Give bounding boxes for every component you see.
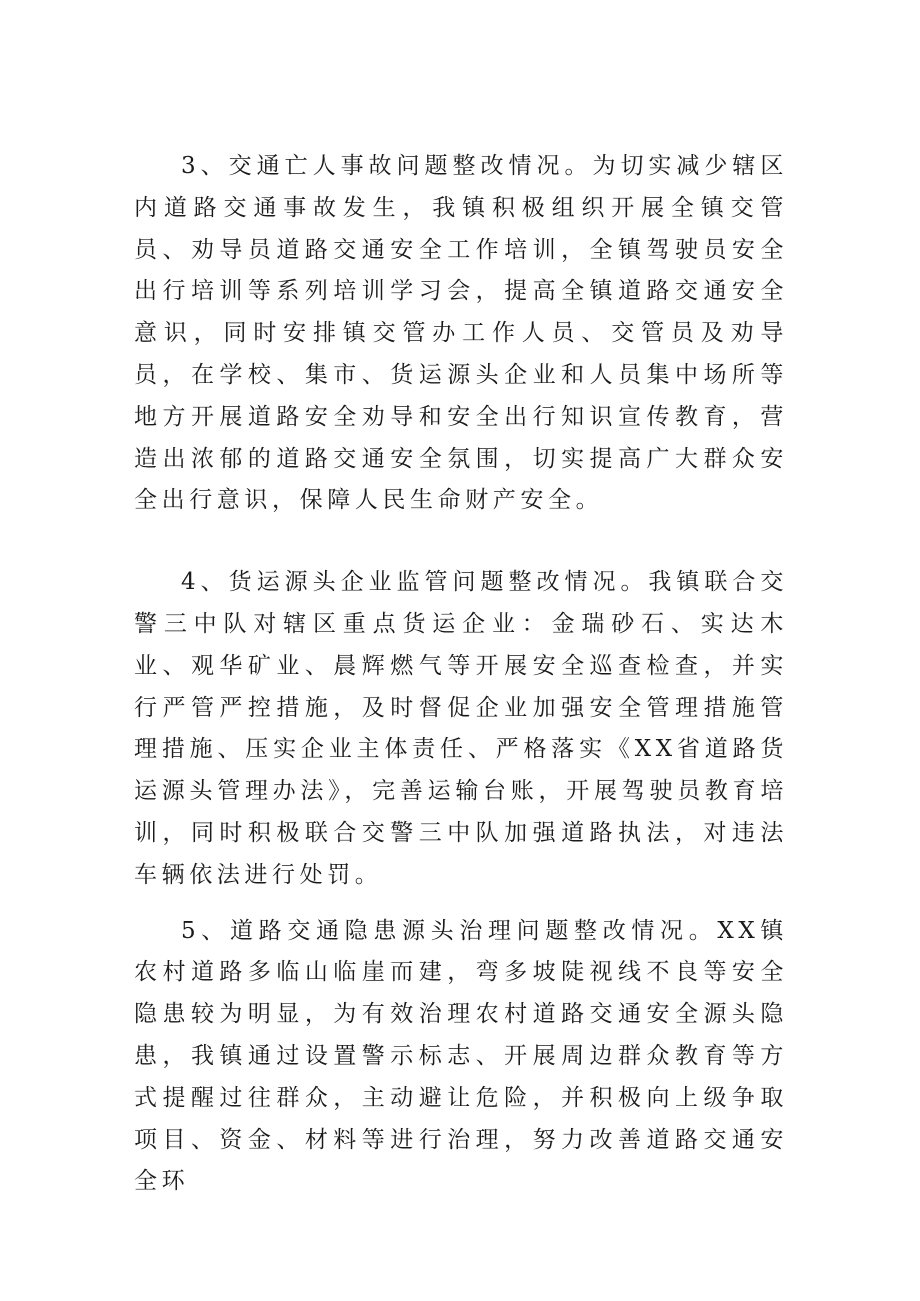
paragraph-traffic-fatality-rectification: 3、交通亡人事故问题整改情况。为切实减少辖区内道路交通事故发生，我镇积极组织开展全镇交管员、劝导员道路交通安全工作培训，全镇驾驶员安全出行培训等系列培训学习会，提高全镇道路交通安全意识，同时安排镇交管办工作人员、交管员及劝导员，在学校、集市、货运源头企业和人员集中场所等地方开展道路安全劝导和安全出行知识宣传教育，营造出浓郁的道路交通安全氛围，切实提高广大群众安全出行意识，保障人民生命财产安全。 [134, 153, 788, 514]
paragraph-freight-enterprise-supervision: 4、货运源头企业监管问题整改情况。我镇联合交警三中队对辖区重点货运企业：金瑞砂石、实达木业、观华矿业、晨辉燃气等开展安全巡查检查，并实行严管严控措施，及时督促企业加强安全管理措施管理措施、压实企业主体责任、严格落实《XX省道路货运源头管理办法》，完善运输台账，开展驾驶员教育培训，同时积极联合交警三中队加强道路执法，对违法车辆依法进行处罚。 [134, 569, 788, 888]
document-body [134, 146, 788, 1203]
paragraph-road-hazard-governance: 5、道路交通隐患源头治理问题整改情况。XX镇农村道路多临山临崖而建，弯多坡陡视线不良等安全隐患较为明显，为有效治理农村道路交通安全源头隐患，我镇通过设置警示标志、开展周边群众教育等方式提醒过往群众，主动避让危险，并积极向上级争取项目、资金、材料等进行治理，努力改善道路交通安全环 [134, 917, 788, 1195]
